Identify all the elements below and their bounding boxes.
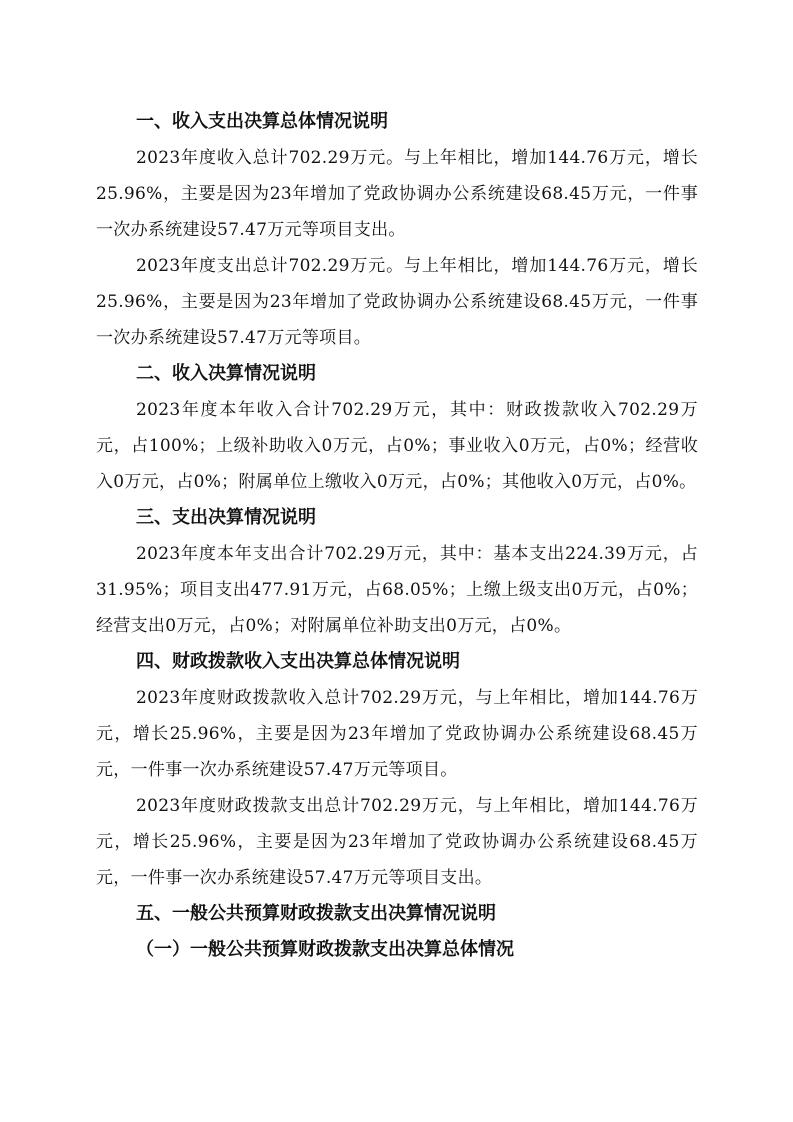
document-body (96, 104, 698, 968)
section-income-detail (96, 356, 698, 500)
section-heading: 三、支出决算情况说明 (136, 507, 316, 528)
section-heading: 四、财政拨款收入支出决算总体情况说明 (136, 651, 460, 672)
section-heading: 二、收入决算情况说明 (136, 363, 316, 384)
paragraph: 2023年度财政拨款支出总计702.29万元，与上年相比，增加144.76万元，增长25.96%，主要是因为23年增加了党政协调办公系统建设68.45万元，一件事一次办系统建设57.47万元等项目支出。 (96, 796, 698, 888)
section-fiscal-appropriation-overview (96, 644, 698, 896)
paragraph: 2023年度本年收入合计702.29万元，其中：财政拨款收入702.29万元，占100%；上级补助收入0万元，占0%；事业收入0万元，占0%；经营收入0万元，占0%；附属单位上缴收入0万元，占0%；其他收入0万元，占0%。 (96, 400, 698, 492)
section-heading: 一、收入支出决算总体情况说明 (136, 111, 388, 132)
section-heading: 五、一般公共预算财政拨款支出决算情况说明 (136, 903, 496, 924)
paragraph: 2023年度财政拨款收入总计702.29万元，与上年相比，增加144.76万元，增长25.96%，主要是因为23年增加了党政协调办公系统建设68.45万元，一件事一次办系统建设57.47万元等项目。 (96, 688, 698, 780)
paragraph: 2023年度收入总计702.29万元。与上年相比，增加144.76万元，增长25.96%，主要是因为23年增加了党政协调办公系统建设68.45万元，一件事一次办系统建设57.47万元等项目支出。 (96, 148, 698, 240)
section-general-public-budget (96, 896, 698, 968)
section-income-expenditure-overview (96, 104, 698, 356)
paragraph: 2023年度本年支出合计702.29万元，其中：基本支出224.39万元，占31.95%；项目支出477.91万元，占68.05%；上缴上级支出0万元，占0%；经营支出0万元，占0%；对附属单位补助支出0万元，占0%。 (96, 544, 698, 636)
paragraph: 2023年度支出总计702.29万元。与上年相比，增加144.76万元，增长25.96%，主要是因为23年增加了党政协调办公系统建设68.45万元，一件事一次办系统建设57.47万元等项目。 (96, 256, 698, 348)
section-expenditure-detail (96, 500, 698, 644)
subsection-heading: （一）一般公共预算财政拨款支出决算总体情况 (136, 939, 514, 960)
